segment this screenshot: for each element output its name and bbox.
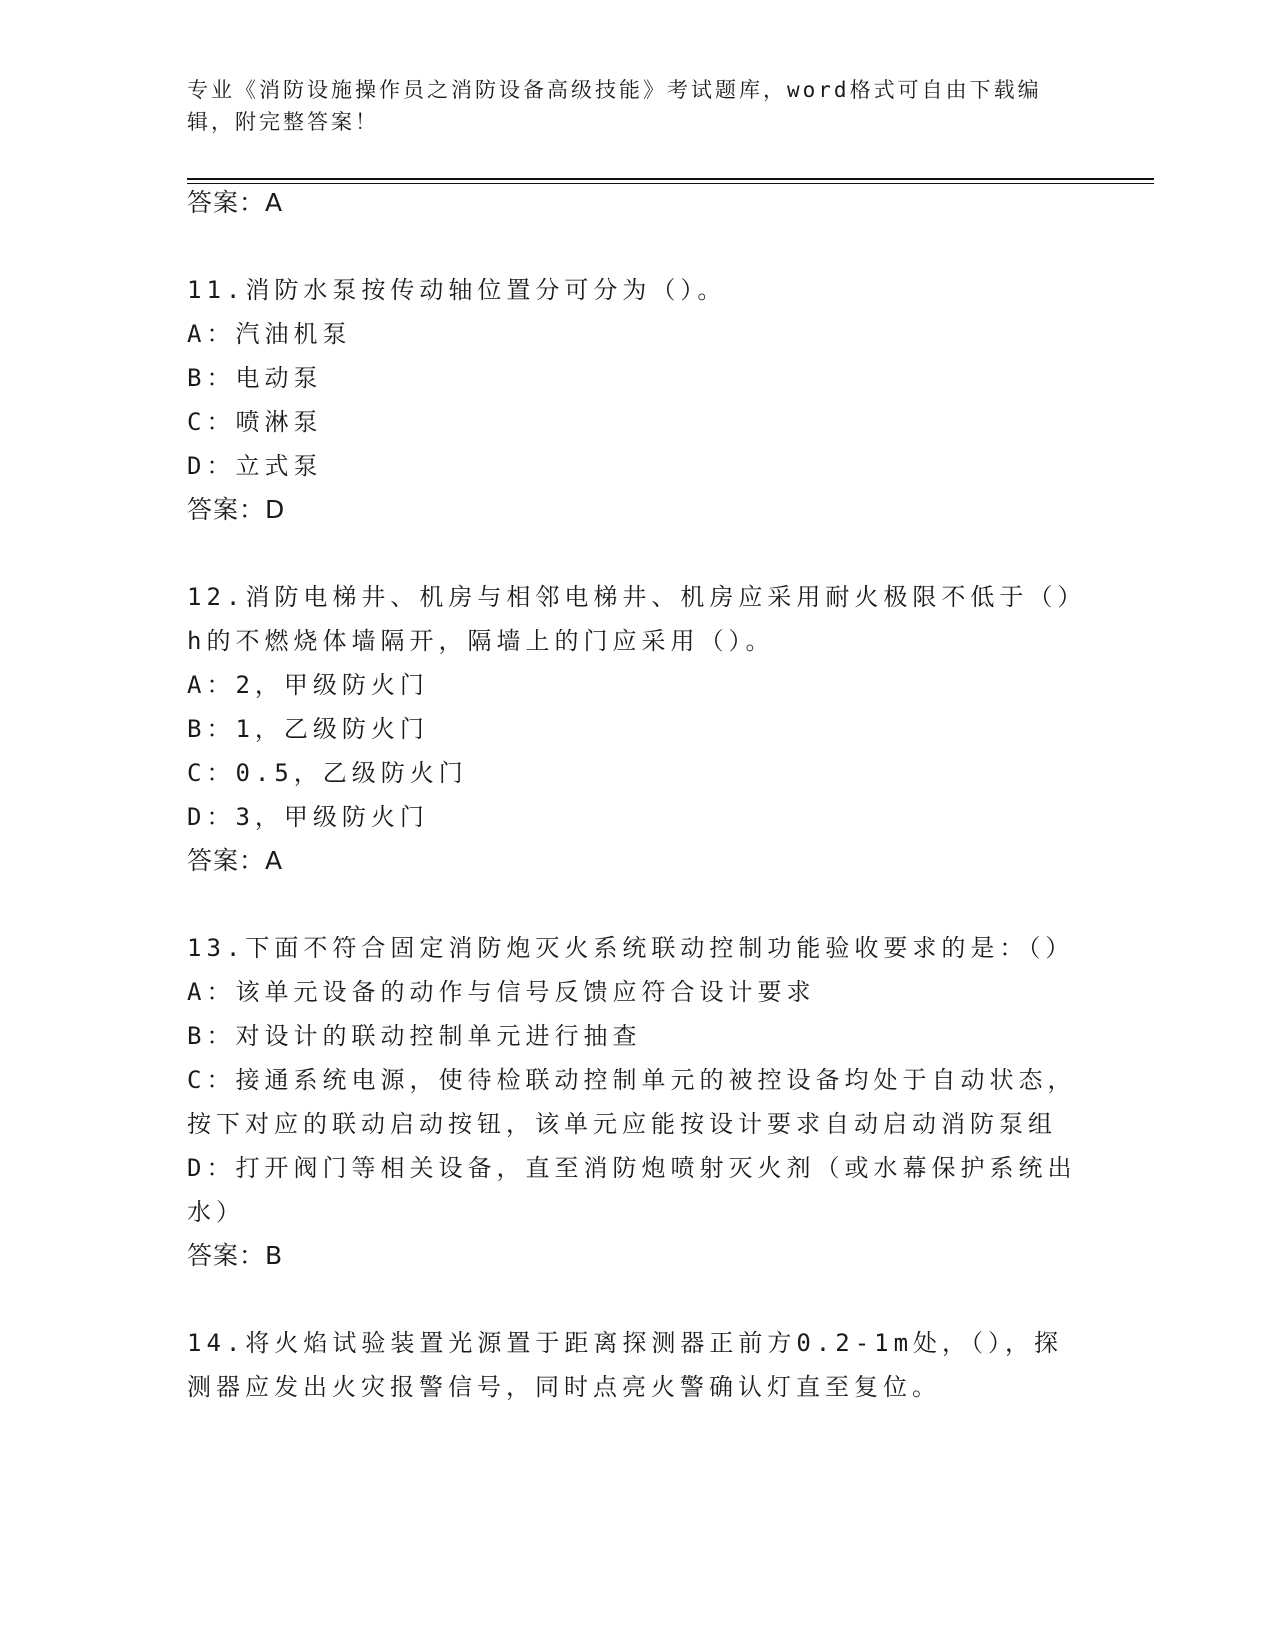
- question-11-option-d: D：立式泵: [187, 452, 323, 480]
- previous-answer: 答案：A: [187, 188, 284, 217]
- header-line-1: 专业《消防设施操作员之消防设备高级技能》考试题库，word格式可自由下载编: [187, 78, 1042, 102]
- document-header: [187, 74, 1067, 138]
- question-12-option-a: A：2，甲级防火门: [187, 671, 429, 699]
- question-13-option-b: B：对设计的联动控制单元进行抽查: [187, 1022, 642, 1050]
- question-12-answer: 答案：A: [187, 846, 284, 875]
- question-13-option-d: D：打开阀门等相关设备，直至消防炮喷射灭火剂（或水幕保护系统出: [187, 1154, 1077, 1182]
- question-11-answer: 答案：D: [187, 495, 286, 524]
- question-13-stem: 13.下面不符合固定消防炮灭火系统联动控制功能验收要求的是：（）: [187, 934, 1075, 962]
- question-11-option-c: C：喷淋泵: [187, 408, 323, 436]
- question-11-option-a: A：汽油机泵: [187, 320, 352, 348]
- header-line-2: 辑，附完整答案！: [187, 110, 379, 134]
- question-11-stem: 11.消防水泵按传动轴位置分可分为（）。: [187, 276, 727, 304]
- question-14-stem-line-2: 测器应发出火灾报警信号，同时点亮火警确认灯直至复位。: [187, 1373, 941, 1401]
- question-12-option-b: B：1，乙级防火门: [187, 715, 429, 743]
- question-12-stem-line-2: h的不燃烧体墙隔开，隔墙上的门应采用（）。: [187, 627, 775, 655]
- question-11-option-b: B：电动泵: [187, 364, 323, 392]
- question-13-option-c: C：接通系统电源，使待检联动控制单元的被控设备均处于自动状态，: [187, 1066, 1077, 1094]
- question-13-option-d-continued: 水）: [187, 1198, 245, 1226]
- question-12-option-d: D：3，甲级防火门: [187, 803, 429, 831]
- question-13-answer: 答案：B: [187, 1241, 284, 1270]
- question-12-stem-line-1: 12.消防电梯井、机房与相邻电梯井、机房应采用耐火极限不低于（）: [187, 583, 1087, 611]
- question-14-stem-line-1: 14.将火焰试验装置光源置于距离探测器正前方0.2-1m处，（），探: [187, 1329, 1064, 1357]
- question-12-option-c: C：0.5，乙级防火门: [187, 759, 468, 787]
- header-divider-thin: [187, 183, 1154, 184]
- question-13-option-a: A：该单元设备的动作与信号反馈应符合设计要求: [187, 978, 816, 1006]
- question-13-option-c-continued: 按下对应的联动启动按钮，该单元应能按设计要求自动启动消防泵组: [187, 1110, 1057, 1138]
- header-divider-thick: [187, 178, 1154, 180]
